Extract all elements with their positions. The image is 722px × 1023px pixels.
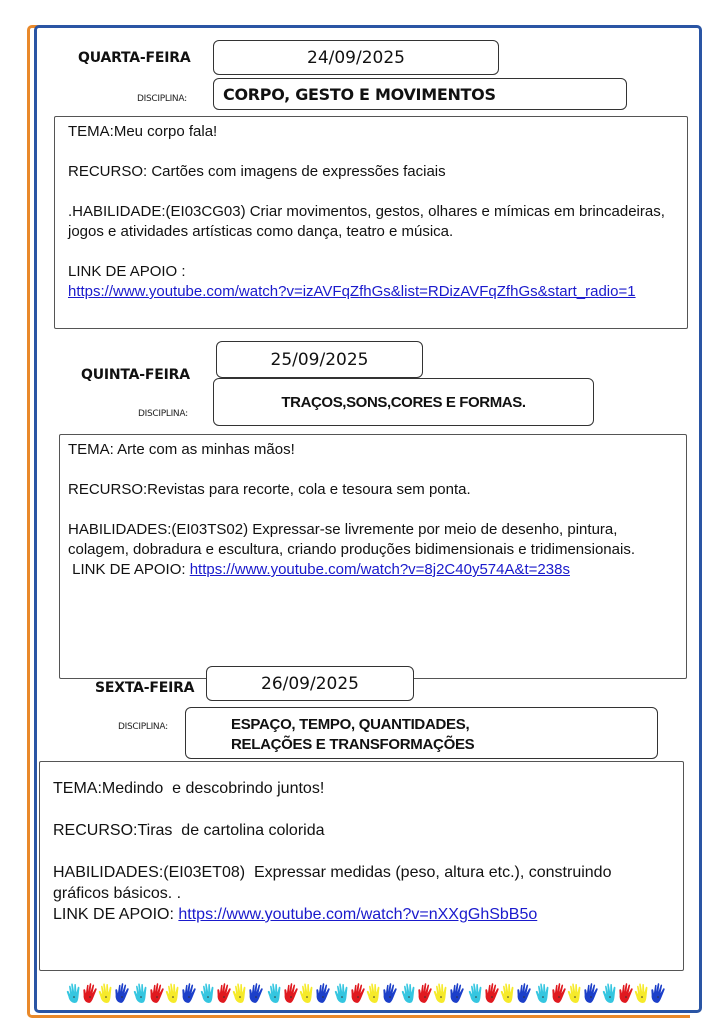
hand-group (334, 982, 398, 1008)
hand-icon (149, 982, 165, 1004)
hand-icon (602, 982, 618, 1004)
hand-icon (334, 982, 350, 1004)
hand-icon (417, 982, 433, 1004)
lesson-plan-box-friday (39, 761, 684, 971)
day-label-friday: SEXTA-FEIRA (95, 680, 195, 696)
hand-icon (114, 982, 130, 1004)
habilidade-text: .HABILIDADE:(EI03CG03) Criar movimentos, gestos, olhares e mímicas em brincadeiras, jogos e atividades artísticas como dança, teatro e música. (68, 203, 665, 240)
hand-icon (516, 982, 532, 1004)
date-field-wednesday: 24/09/2025 (213, 40, 499, 75)
tema-text: TEMA:Meu corpo fala! (68, 123, 218, 140)
hand-icon (283, 982, 299, 1004)
lesson-plan-box-wednesday (54, 116, 688, 329)
discipline-label: DISCIPLINA: (138, 409, 188, 419)
hand-icon (82, 982, 98, 1004)
tema-text: TEMA:Medindo e descobrindo juntos! (53, 780, 325, 797)
hand-icon (267, 982, 283, 1004)
support-link[interactable]: https://www.youtube.com/watch?v=8j2C40y574A&t=238s (189, 561, 570, 578)
hand-icon (500, 982, 516, 1004)
hand-icon (650, 982, 666, 1004)
hand-icon (350, 982, 366, 1004)
hand-icon (618, 982, 634, 1004)
day-label-wednesday: QUARTA-FEIRA (78, 50, 191, 66)
hand-group (200, 982, 264, 1008)
hand-icon (449, 982, 465, 1004)
hand-icon (133, 982, 149, 1004)
hand-icon (551, 982, 567, 1004)
hand-icon (366, 982, 382, 1004)
hand-icon (98, 982, 114, 1004)
date-field-thursday: 25/09/2025 (216, 341, 423, 378)
link-label: LINK DE APOIO: (53, 906, 174, 923)
hand-group (267, 982, 331, 1008)
discipline-field-wednesday: CORPO, GESTO E MOVIMENTOS (213, 78, 627, 110)
hand-icon (401, 982, 417, 1004)
recurso-text: RECURSO:Revistas para recorte, cola e tesoura sem ponta. (68, 481, 471, 498)
discipline-label: DISCIPLINA: (118, 722, 168, 732)
hand-icon (315, 982, 331, 1004)
discipline-line-1: ESPAÇO, TEMPO, QUANTIDADES, (231, 716, 470, 733)
habilidade-text: HABILIDADES:(EI03TS02) Expressar-se livremente por meio de desenho, pintura, colagem, dobradura e escultura, criando produções bidimensionais e tridimensionais. (68, 521, 635, 558)
discipline-field-thursday: TRAÇOS,SONS,CORES E FORMAS. (213, 378, 594, 426)
recurso-text: RECURSO: Cartões com imagens de expressões faciais (68, 163, 446, 180)
hand-icon (484, 982, 500, 1004)
discipline-field-friday (185, 707, 658, 759)
hand-group (133, 982, 197, 1008)
hand-icon (165, 982, 181, 1004)
hand-icon (634, 982, 650, 1004)
date-field-friday: 26/09/2025 (206, 666, 414, 701)
hand-icon (433, 982, 449, 1004)
hand-icon (535, 982, 551, 1004)
hand-icon (299, 982, 315, 1004)
day-label-thursday: QUINTA-FEIRA (81, 367, 190, 383)
hand-icon (181, 982, 197, 1004)
support-link[interactable]: https://www.youtube.com/watch?v=nXXgGhSbB5o (178, 906, 538, 923)
discipline-label: DISCIPLINA: (137, 94, 187, 104)
hand-icon (567, 982, 583, 1004)
link-label: LINK DE APOIO: (68, 561, 186, 578)
hand-icon (583, 982, 599, 1004)
discipline-line-2: RELAÇÕES E TRANSFORMAÇÕES (231, 736, 475, 753)
tema-text: TEMA: Arte com as minhas mãos! (68, 441, 295, 458)
hand-icon (66, 982, 82, 1004)
support-link[interactable]: https://www.youtube.com/watch?v=izAVFqZfhGs&list=RDizAVFqZfhGs&start_radio=1 (68, 283, 636, 300)
hand-icon (216, 982, 232, 1004)
hand-icon (232, 982, 248, 1004)
hand-group (401, 982, 465, 1008)
lesson-plan-box-thursday (59, 434, 687, 679)
hands-decoration (66, 982, 666, 1008)
link-label: LINK DE APOIO : (68, 263, 186, 280)
hand-icon (382, 982, 398, 1004)
hand-icon (248, 982, 264, 1004)
hand-icon (468, 982, 484, 1004)
recurso-text: RECURSO:Tiras de cartolina colorida (53, 822, 325, 839)
hand-group (66, 982, 130, 1008)
habilidade-text: HABILIDADES:(EI03ET08) Expressar medidas (peso, altura etc.), construindo gráficos básicos. . (53, 864, 616, 902)
hand-group (535, 982, 599, 1008)
hand-group (468, 982, 532, 1008)
hand-icon (200, 982, 216, 1004)
hand-group (602, 982, 666, 1008)
